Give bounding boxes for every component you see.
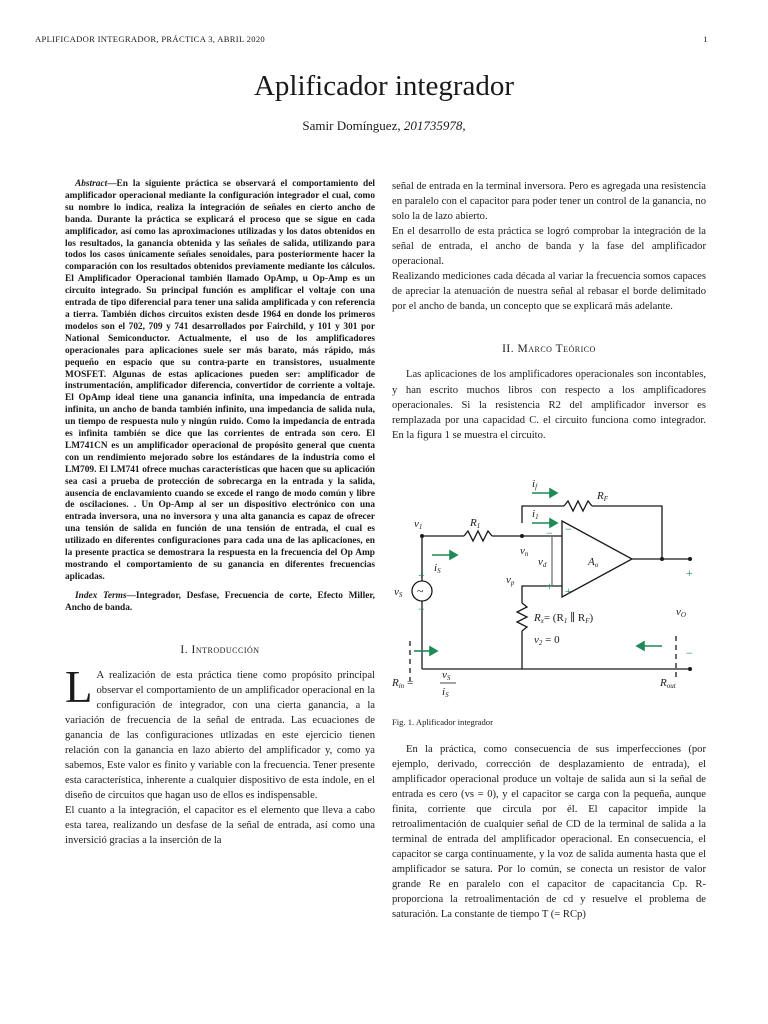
section-heading-introduccion: I. Introducción [180, 643, 260, 656]
marco-teorico-paragraph: Las aplicaciones de los amplificadores operacionales son incontables, y han escrito muchos libros con respecto a los amplificadores operacionales. Si la resistencia R2 del amplificador inversor es remplazada por una capacidad C. el circuito funciona como integrador. En la figura 1 se muestra el circuito. [392, 369, 706, 441]
if-arrow-head [550, 489, 557, 497]
label-rout: Rout [660, 676, 676, 690]
right-intro-paragraph-3: Realizando mediciones cada década al variar la frecuencia somos capaces de apreciar la atenuación de nuestra señal al rebasar el borde delimitado por el ancho de banda, un concepto que se explicará más adelante. [392, 271, 706, 313]
label-vp: vp [506, 573, 515, 587]
abstract-text: —En la siguiente práctica se observará el comportamiento del amplificador operacional mediante la configuración integrador el cual, como su nombre lo indica, realiza la integración de señales en cierto ancho de banda. Durante la práctica se explicará el proceso que se sigue en cada amplificador, así como las aproximaciones utilizadas y los datos obtenidos en los resultados, la ganancia obtenida y las señales de salida, utilizando para todos los casos únicamente señales senoidales, para posteriormente hacer la comparación con los resultados obtenidos previamente mediante los cálculos. El Amplificador Operacional también llamado OpAmp, u Op-Amp es un circuito integrado. Su principal función es amplificar el voltaje con una entrada de tipo diferencial para tener una salida amplificada y con referencia a tierra. También dichos circuitos existen desde 1964 en donde los primeros modelos son el 702, 709 y 741 desarrollados por Fairchild, y 101 y 301 por National Semiconductor. Actualmente, el uso de los amplificadores operacionales para aplicaciones suele ser más barato, más rápido, más pequeño en espacio que su contra-parte en transistores, usualmente MOSFET. Algunas de estas aplicaciones pueden ser: amplificador de instrumentación, amplificador diferencia, convertidor de corriente a voltaje. El OpAmp ideal tiene una ganancia infinita, una impedancia de entrada infinita, un ancho de banda también infinito, una impedancia de salida nula, un tiempo de respuesta nulo y ningún ruido. Como la impedancia de entrada es infinita también se dice que las corrientes de entrada son cero. El LM741CN es un amplificador operacional de propósito general que cuenta con un rendimiento mejorado sobre los estándares de la industria como el LM709. El LM741 ofrece muchas características que hacen que su aplicación sea casi a prueba de protección de sobrecarga en la entrada y la salida, ausencia de enclavamiento cuando se excede el rango de modo común y libre de oscilaciones. . Un Op-Amp al ser un dispositivo electrónico con una entrada inversora, una no inversora y una alta ganancia es capaz de ofrecer una tensión de salida en función de una tensión de entrada, el cual es utilizado en diferentes configuraciones para cada una de las aplicaciones, en la presente practica se demostrara la respuesta en la frecuencia del Op Amp mostrando el comportamiento de su ganancia en diferentes frecuencias aplicadas. [65, 179, 375, 582]
author-name: Samir Domínguez, [302, 118, 401, 133]
paper-title: Aplificador integrador [253, 70, 515, 102]
feedback-wire-right [592, 506, 662, 559]
label-r1: R1 [470, 516, 481, 530]
intro-paragraph-2: El cuanto a la integración, el capacitor es el elemento que lleva a cabo esta tarea, realizando un desfase de la señal de entrada, así como una inversició gracias a la inserción de la [65, 805, 375, 847]
node-v1 [420, 534, 424, 538]
source-tilde: ~ [417, 583, 424, 598]
label-vo: vO [676, 605, 686, 619]
author-line [0, 118, 768, 134]
label-v1: v1 [414, 517, 423, 531]
right-intro-paragraph-2: En el desarrollo de esta práctica se logró comprobar la integración de la señal de entrada, el ancho de banda y la fase del amplificador operacional. [392, 226, 706, 268]
label-rin: Rin = [392, 676, 414, 690]
label-rf: RF [597, 489, 609, 503]
label-v2: v2 = 0 [534, 633, 560, 647]
section-heading-marco-teorico: II. Marco Teórico [502, 343, 596, 356]
r1-resistor [464, 531, 492, 541]
right-column [392, 179, 706, 922]
vd-plus-sign: + [546, 578, 553, 593]
opamp-minus-sign: − [565, 521, 572, 536]
left-column [65, 179, 375, 848]
label-vs: vS [394, 585, 403, 599]
vs-minus-sign: − [418, 601, 425, 616]
abstract-label: Abstract [75, 179, 108, 189]
feedback-wire-left [522, 506, 564, 523]
rf-resistor [564, 501, 592, 511]
opamp-triangle [562, 521, 632, 597]
label-vd: vd [538, 555, 547, 569]
drop-cap: L [65, 661, 93, 712]
rin-arrow-head [430, 647, 437, 655]
right-intro-paragraph-1: señal de entrada en la terminal inversora. Pero es agregada una resistencia en paralelo con el capacitor para poder tener un control de la ganancia, no solo la de lazo abierto. [392, 181, 706, 223]
page-number: 1 [703, 34, 708, 44]
noninv-wire [522, 586, 562, 603]
output-ground-terminal [688, 667, 692, 671]
output-terminal [688, 557, 692, 561]
label-vn: vn [520, 544, 529, 558]
vs-plus-sign: + [418, 567, 425, 582]
label-i1: i1 [532, 507, 539, 521]
circuit-diagram [392, 471, 706, 701]
index-terms-text: —Integrador, Desfase, Frecuencia de corte, Efecto Miller, Ancho de banda. [65, 590, 375, 613]
node-vo [660, 557, 664, 561]
is-arrow-head [450, 551, 457, 559]
label-is: iS [434, 561, 441, 575]
intro-paragraph-1-text: A realización de esta práctica tiene como propósito principal observar el comportamiento de un amplificador operacional en la configuración de integrador, con una cierta ganancia, a la variación de frecuencia de la señal de entrada. Las ecuaciones de ganancia de las configuraciones utlizadas en este ejercicio tienen relación con la ganancia en lazo abierto del amplificador y, como ya sabemos, Este valor es finito y variable con la frecuencia. Tener presente esta característica, inherente a cualquier dispositivo de esta índole, en el diseño de circuitos que hagan uso de ellos es indispensable. [65, 669, 375, 802]
rx-resistor [517, 603, 527, 631]
author-trailing: , [462, 118, 466, 133]
vd-minus-sign: − [546, 525, 553, 540]
vo-minus-sign: − [686, 645, 693, 660]
practice-paragraph: En la práctica, como consecuencia de sus imperfecciones (por ejemplo, derivado, corrección de desplazamiento de entrada), el amplificador operacional produce un voltaje de salida aun si la señal de entrada es cero (vs = 0), y el capacitor se carga con la pequeña, aunque finita, corriente que circula por él. El capacitor impide la retroalimentación de cualquier señal de CD de la terminal de salida a la terminal de entrada del amplificador operacional. En consecuencia, el capacitor se carga continuamente, y la voz de salida aumenta hasta que el amplificador se satura. Por lo común, se conecta un resistor de valor grande Re en paralelo con el capacitor de capacitancia Cp. R- proporciona la retroalimentación de cd y resuelve el problema de saturación. La constante de tiempo T (= RCp) [392, 743, 706, 921]
label-frac-den: iS [442, 685, 449, 699]
label-ao: Ao [588, 555, 599, 569]
figure-caption: Fig. 1. Aplificador integrador [392, 716, 493, 727]
label-if: if [532, 477, 538, 491]
index-terms [65, 591, 375, 615]
vo-plus-sign: + [686, 565, 693, 580]
opamp-plus-sign: + [565, 583, 572, 598]
rout-arrow-head [637, 642, 644, 650]
author-id: 201735978 [403, 118, 463, 133]
intro-paragraph-1 [65, 661, 375, 803]
figure-circuit [392, 471, 706, 701]
node-vn [520, 534, 524, 538]
running-header: APLIFICADOR INTEGRADOR, PRÁCTICA 3, ABRIL 2020 [35, 34, 266, 44]
index-terms-label: Index Terms [75, 590, 127, 601]
label-frac-num: vS [442, 668, 451, 682]
abstract [65, 179, 375, 584]
label-rx: Rx= (R1 ∥ RF) [534, 611, 594, 625]
